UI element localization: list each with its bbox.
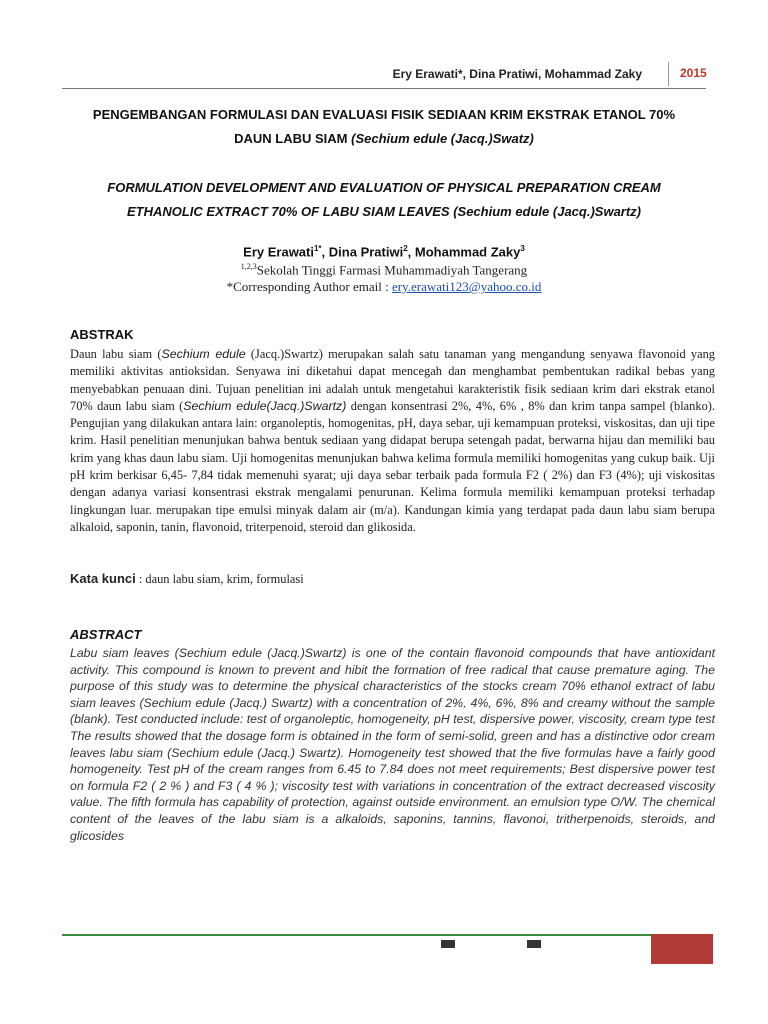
abstrak-paragraph	[70, 346, 715, 536]
title-indonesian	[62, 103, 706, 151]
header-separator	[668, 62, 669, 86]
abstrak-species-1: Sechium edule	[161, 347, 246, 361]
running-header-year: 2015	[680, 66, 707, 80]
abstrak-text-1: Daun labu siam (	[70, 347, 162, 361]
footer-page-box	[651, 934, 713, 964]
abstract-heading: ABSTRACT	[70, 627, 142, 642]
corresponding-label: *Corresponding Author email :	[226, 279, 392, 294]
author-2-sup: 2	[403, 244, 408, 253]
author-3-sup: 3	[520, 244, 525, 253]
title-id-line2	[62, 127, 706, 151]
title-en-line2: ETHANOLIC EXTRACT 70% OF LABU SIAM LEAVES (Sechium edule (Jacq.)Swartz)	[126, 204, 642, 219]
keywords	[70, 571, 715, 587]
abstrak-heading: ABSTRAK	[70, 327, 134, 342]
keywords-label: Kata kunci	[70, 571, 136, 586]
corresponding-email-link[interactable]: ery.erawati123@yahoo.co.id	[391, 279, 542, 294]
footer-mark-1	[441, 940, 455, 948]
abstrak-text-2: (Jacq.)Swartz) merupakan salah satu tanaman yang mengandung senyawa flavonoid yang memiliki aktivitas antioksidan. Senyawa ini diketahui dapat mencegah dan menghambat pembentukan radikal bebas yang menyebabkan penuaan dini. Tujuan penelitian ini adalah untuk mengetahui karakteristik fisik sediaan krim dari ekstrak etanol 70% daun labu siam (	[70, 347, 715, 413]
title-id-line1: PENGEMBANGAN FORMULASI DAN EVALUASI FISIK SEDIAAN KRIM EKSTRAK ETANOL 70%	[92, 107, 676, 122]
title-id-line2-species: (Sechium edule (Jacq.)Swatz)	[351, 131, 534, 146]
author-2: Dina Pratiwi	[328, 244, 404, 260]
author-1: Ery Erawati	[243, 244, 314, 260]
title-id-line2-plain: DAUN LABU SIAM	[234, 131, 352, 146]
header-rule	[62, 88, 706, 89]
author-3: Mohammad Zaky	[414, 244, 521, 260]
running-header-authors: Ery Erawati*, Dina Pratiwi, Mohammad Zaky	[392, 67, 642, 81]
footer-mark-2	[527, 940, 541, 948]
affiliation-text: Sekolah Tinggi Farmasi Muhammadiyah Tangerang	[256, 262, 528, 278]
abstrak-text-3: dengan konsentrasi 2%, 4%, 6% , 8% dan krim tanpa sampel (blanko). Pengujian yang dilakukan antara lain: organoleptis, homogenitas, pH, daya sebar, uji kemampuan proteksi, viskositas, dan uji tipe krim. Hasil penelitian menunjukan bahwa bentuk sediaan yang didapat berupa setengah padat, berwarna hijau dan memiliki bau krim yang khas daun labu siam. Uji homogenitas menunjukan bahwa kelima formula memiliki homogenitas yang cukup baik. Uji pH krim berkisar 6,45- 7,84 tidak memenuhi syarat; uji daya sebar terbaik pada formula F2 ( 2%) dan F3 (4%); uji viskositas dengan adanya variasi konsentrasi ekstrak mengalami penurunan. Kelima formula memiliki kemampuan proteksi terhadap lingkungan luar. merupakan tipe emulsi minyak dalam air (m/a). Kandungan kimia yang terdapat pada daun labu siam berupa alkaloid, saponin, tanin, flavonoid, triterpenoid, steroid dan glikosida.	[70, 398, 715, 534]
abstrak-species-2: Sechium edule(Jacq.)Swartz)	[183, 398, 347, 413]
abstract-paragraph: Labu siam leaves (Sechium edule (Jacq.)Swartz) is one of the contain flavonoid compounds that have antioxidant activity. This compound is known to prevent and hibit the formation of free radical that cause premature aging. The purpose of this study was to determine the physical characteristics of the stocks cream 70% ethanol extract of labu siam leaves (Sechium edule (Jacq.) Swartz) with a concentration of 2%, 4%, 6%, 8% and creamy without the sample (blank). Test conducted include: test of organoleptic, homogeneity, pH test, dispersive power, viscosity, cream type test The results showed that the dosage form is obtained in the form of semi-solid, green and has a distinctive odor cream leaves labu siam (Sechium edule (Jacq.) Swartz). Homogeneity test showed that the five formulas have a fairly good homogeneity. Test pH of the cream ranges from 6.45 to 7.84 does not meet requirements; Best dispersive power test on formula F2 ( 2 % ) and F3 ( 4 % ); viscosity test with variations in concentration of the extract decreased viscosity value. The fifth formula has capability of protection, against outside environment. an emulsion type O/W. The chemical content of the leaves of the labu siam is a alkaloids, saponins, tannins, flavonoi, tritherpenoids, steroids, and glicosides	[70, 646, 715, 843]
footer-rule	[62, 934, 662, 936]
author-list: Ery Erawati$^{1*}$, Dina Pratiwi$^2$, Mohammad Zaky$^3$	[243, 244, 525, 260]
author-1-sup: 1*	[313, 244, 322, 253]
affiliation	[62, 262, 706, 278]
corresponding-author	[62, 279, 706, 295]
title-english	[62, 176, 706, 224]
affiliation-sup: 1,2,3	[240, 262, 257, 271]
keywords-text: : daun labu siam, krim, formulasi	[135, 572, 304, 586]
title-en-line1: FORMULATION DEVELOPMENT AND EVALUATION OF PHYSICAL PREPARATION CREAM	[107, 180, 661, 195]
